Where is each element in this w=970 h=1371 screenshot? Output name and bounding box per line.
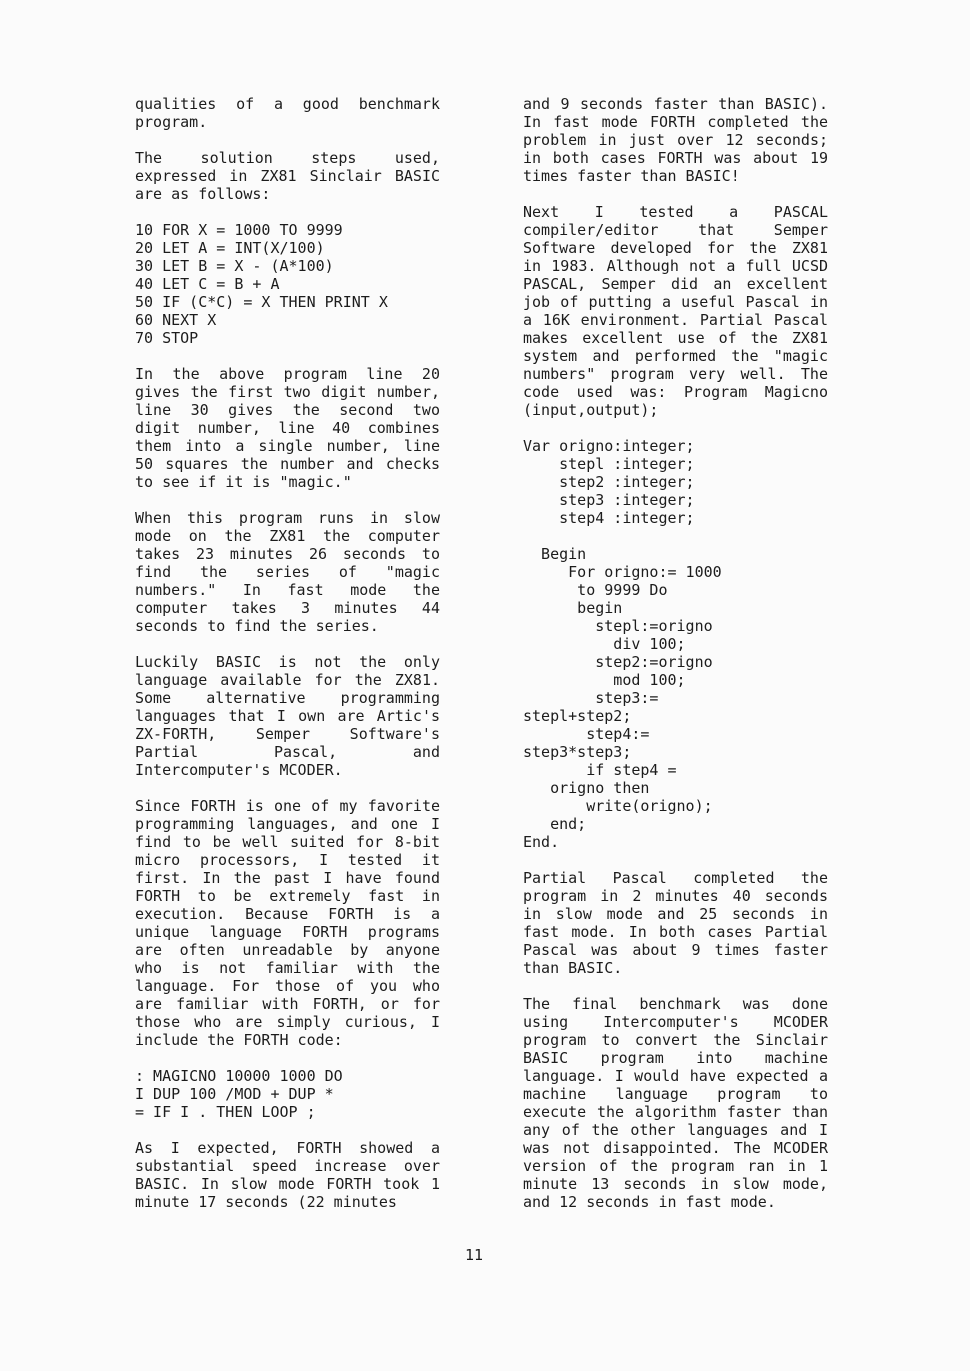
code-line: Var origno:integer; (523, 437, 695, 455)
code-line: 10 FOR X = 1000 TO 9999 (135, 221, 343, 239)
paragraph: and 9 seconds faster than BASIC). In fast mode FORTH completed the problem in just over 12 seconds; in both cases FORTH was about 19 times faster than BASIC! (523, 95, 838, 185)
code-line: 20 LET A = INT(X/100) (135, 239, 325, 257)
paragraph: Luckily BASIC is not the only language available for the ZX81. Some alternative programming languages that I own are Artic's ZX-FORTH, Semper Software's Partial Pascal, and Intercomputer's MCODER. (135, 653, 450, 779)
paragraph: qualities of a good benchmark program. (135, 95, 450, 131)
right-column (523, 95, 838, 1229)
code-line: 70 STOP (135, 329, 199, 347)
code-line: step2 :integer; (523, 473, 695, 491)
code-line (523, 527, 828, 545)
code-line: div 100; (523, 635, 686, 653)
paragraph: As I expected, FORTH showed a substantial speed increase over BASIC. In slow mode FORTH took 1 minute 17 seconds (22 minutes (135, 1139, 450, 1211)
left-column (135, 95, 450, 1229)
code-line: step3*step3; (523, 743, 632, 761)
code-line: step3 :integer; (523, 491, 695, 509)
code-line: step3:= (523, 689, 659, 707)
page-number: 11 (465, 1246, 484, 1264)
paragraph: When this program runs in slow mode on the ZX81 the computer takes 23 minutes 26 seconds to find the series of "magic numbers." In fast mode the computer takes 3 minutes 44 seconds to find the series. (135, 509, 450, 635)
paragraph: Next I tested a PASCAL compiler/editor that Semper Software developed for the ZX81 in 1983. Although not a full UCSD PASCAL, Semper did an excellent job of putting a useful Pascal in a 16K environment. Partial Pascal makes excellent use of the ZX81 system and performed the "magic numbers" program very well. The code used was: Program Magicno (input,output); (523, 203, 838, 419)
code-line: 50 IF (C*C) = X THEN PRINT X (135, 293, 388, 311)
paragraph: Since FORTH is one of my favorite programming languages, and one I find to be well suited for 8-bit micro processors, I tested it first. In the past I have found FORTH to be extremely fast in execution. Because FORTH is a unique language FORTH programs are often unreadable by anyone who is not familiar with the language. For those of you who are familiar with FORTH, or for those who are simply curious, I include the FORTH code: (135, 797, 450, 1049)
code-line: = IF I . THEN LOOP ; (135, 1103, 316, 1121)
paragraph: The final benchmark was done using Intercomputer's MCODER program to convert the Sinclair BASIC program into machine language. I would have expected a machine language program to execute the algorithm faster than any of the other languages and I was not disappointed. The MCODER version of the program ran in 1 minute 13 seconds in slow mode, and 12 seconds in fast mode. (523, 995, 838, 1211)
code-line: stepl+step2; (523, 707, 632, 725)
code-line: to 9999 Do (523, 581, 668, 599)
code-line: stepl :integer; (523, 455, 695, 473)
code-line: begin (523, 599, 623, 617)
code-line: step4:= (523, 725, 650, 743)
pascal-code-block (523, 437, 828, 851)
code-line: stepl:=origno (523, 617, 713, 635)
paragraph: The solution steps used, expressed in ZX81 Sinclair BASIC are as follows: (135, 149, 450, 203)
code-line: write(origno); (523, 797, 713, 815)
code-line: if step4 = (523, 761, 677, 779)
code-line: 40 LET C = B + A (135, 275, 280, 293)
basic-code-block (135, 221, 440, 347)
code-line: step2:=origno (523, 653, 713, 671)
code-line: 60 NEXT X (135, 311, 217, 329)
code-line: For origno:= 1000 (523, 563, 722, 581)
code-line: : MAGICNO 10000 1000 DO (135, 1067, 343, 1085)
forth-code-block (135, 1067, 440, 1121)
code-line: end; (523, 815, 587, 833)
paragraph: In the above program line 20 gives the first two digit number, line 30 gives the second two digit number, line 40 combines them into a single number, line 50 squares the number and checks to see if it is "magic." (135, 365, 450, 491)
paragraph: Partial Pascal completed the program in 2 minutes 40 seconds in slow mode and 25 seconds in fast mode. In both cases Partial Pascal was about 9 times faster than BASIC. (523, 869, 838, 977)
code-line: 30 LET B = X - (A*100) (135, 257, 334, 275)
code-line: origno then (523, 779, 650, 797)
code-line: Begin (523, 545, 587, 563)
code-line: I DUP 100 /MOD + DUP * (135, 1085, 334, 1103)
code-line: step4 :integer; (523, 509, 695, 527)
code-line: End. (523, 833, 560, 851)
code-line: mod 100; (523, 671, 686, 689)
